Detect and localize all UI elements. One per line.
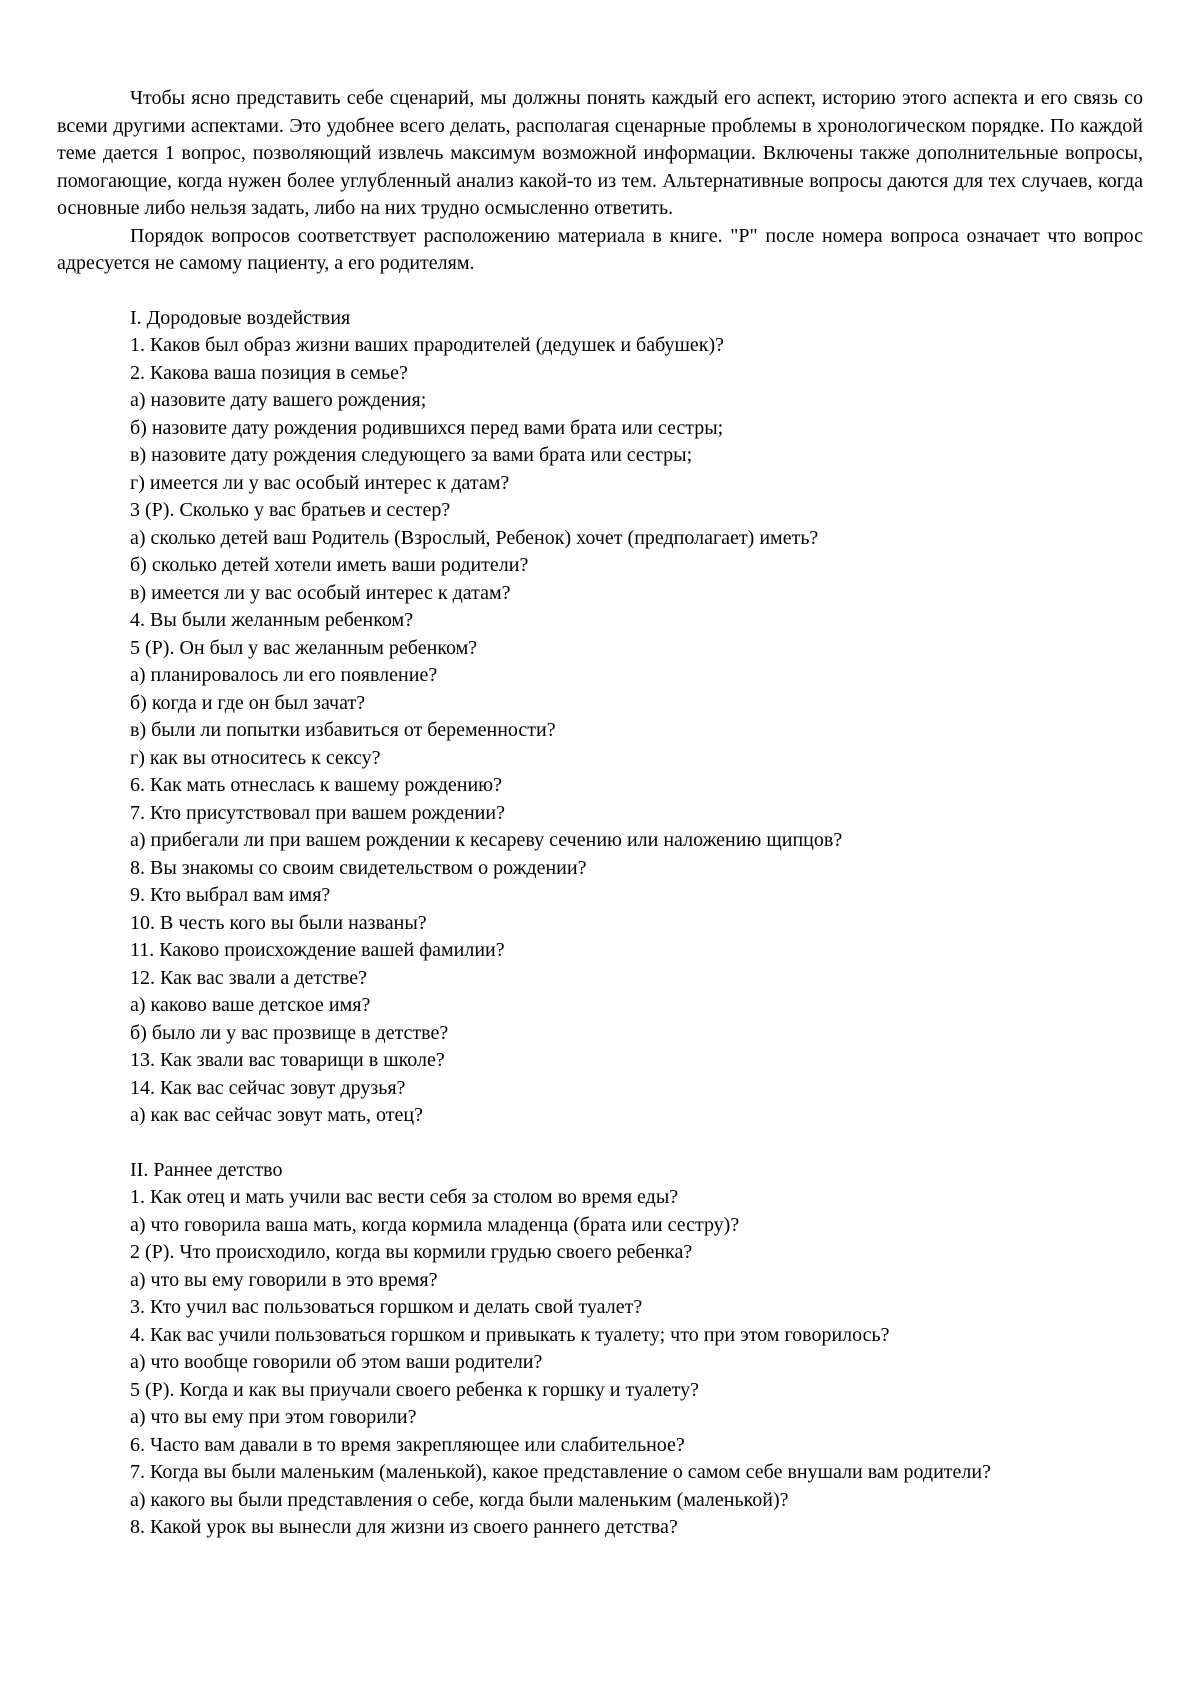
question-item: б) когда и где он был зачат? xyxy=(130,691,366,714)
question-item: 10. В честь кого вы были названы? xyxy=(130,911,427,934)
question-item: 6. Как мать отнеслась к вашему рождению? xyxy=(130,774,503,796)
question-item: 5 (Р). Он был у вас желанным ребенком? xyxy=(130,636,478,659)
question-list xyxy=(57,1487,1143,1542)
question-item: а) что вообще говорили об этом ваши родители? xyxy=(130,1351,543,1373)
question-item: 4. Вы были желанным ребенком? xyxy=(130,609,414,631)
question-item: 8. Какой урок вы вынесли для жизни из своего раннего детства? xyxy=(130,1516,678,1538)
question-item: а) что вы ему говорили в это время? xyxy=(130,1268,438,1291)
question-item: 8. Вы знакомы со своим свидетельством о рождении? xyxy=(130,856,587,879)
question-item: в) назовите дату рождения следующего за вами брата или сестры; xyxy=(130,444,693,466)
intro-paragraph-1: Чтобы ясно представить себе сценарий, мы должны понять каждый его аспект, историю этого аспекта и его связь со всеми другими аспектами. Это удобнее всего делать, располагая сценарные проблемы в хронологическом порядке. По каждой теме дается 1 вопрос, позволяющий извлечь максимум возможной информации. Включены также дополнительные вопросы, помогающие, когда нужен более углубленный анализ какой-то из тем. Альтернативные вопросы даются для тех случаев, когда основные либо нельзя задать, либо на них трудно осмысленно ответить. xyxy=(57,87,1143,219)
question-item: 7. Когда вы были маленьким (маленькой), какое представление о самом себе внушали вам родители? xyxy=(130,1461,991,1483)
question-item: в) были ли попытки избавиться от беременности? xyxy=(130,719,556,741)
question-item: а) каково ваше детское имя? xyxy=(130,994,371,1016)
question-item: а) как вас сейчас зовут мать, отец? xyxy=(130,1104,423,1126)
question-item: 3. Кто учил вас пользоваться горшком и делать свой туалет? xyxy=(130,1296,643,1318)
question-item: а) назовите дату вашего рождения; xyxy=(130,389,427,411)
question-item: 13. Как звали вас товарищи в школе? xyxy=(130,1049,445,1071)
question-item: б) сколько детей хотели иметь ваши родители? xyxy=(130,554,529,576)
question-item: 2 (Р). Что происходило, когда вы кормили грудью своего ребенка? xyxy=(130,1241,693,1263)
intro-paragraph-2: Порядок вопросов соответствует расположению материала в книге. "Р" после номера вопроса означает что вопрос адресуется не самому пациенту, а его родителям. xyxy=(57,224,1143,274)
question-item: а) какого вы были представления о себе, когда были маленьким (маленькой)? xyxy=(130,1488,789,1511)
question-item: г) имеется ли у вас особый интерес к датам? xyxy=(130,471,510,494)
section-title: I. Дородовые воздействия xyxy=(130,306,351,329)
section-title: II. Раннее детство xyxy=(130,1158,283,1181)
question-item: а) планировалось ли его появление? xyxy=(130,664,438,686)
question-item: б) было ли у вас прозвище в детстве? xyxy=(130,1021,449,1044)
question-item: 5 (Р). Когда и как вы приучали своего ребенка к горшку и туалету? xyxy=(130,1378,699,1401)
question-list xyxy=(57,332,1143,1130)
question-list xyxy=(57,1184,1143,1459)
question-item: а) что вы ему при этом говорили? xyxy=(130,1406,417,1428)
question-item: 1. Каков был образ жизни ваших прародителей (дедушек и бабушек)? xyxy=(130,334,725,356)
section-early-childhood xyxy=(57,1157,1143,1542)
question-item: 6. Часто вам давали в то время закрепляющее или слабительное? xyxy=(130,1433,685,1456)
question-item: г) как вы относитесь к сексу? xyxy=(130,746,381,769)
question-item: 7. Кто присутствовал при вашем рождении? xyxy=(130,801,505,824)
question-item: а) что говорила ваша мать, когда кормила младенца (брата или сестру)? xyxy=(130,1213,740,1236)
question-item: в) имеется ли у вас особый интерес к датам? xyxy=(130,581,511,604)
question-item: б) назовите дату рождения родившихся перед вами брата или сестры; xyxy=(130,416,724,439)
question-item: а) сколько детей ваш Родитель (Взрослый, Ребенок) хочет (предполагает) иметь? xyxy=(130,526,819,549)
question-item: 9. Кто выбрал вам имя? xyxy=(130,884,331,906)
question-item: 2. Какова ваша позиция в семье? xyxy=(130,361,408,384)
question-item: 3 (Р). Сколько у вас братьев и сестер? xyxy=(130,499,451,521)
question-item: 1. Как отец и мать учили вас вести себя за столом во время еды? xyxy=(130,1186,679,1208)
question-item: 14. Как вас сейчас зовут друзья? xyxy=(130,1076,406,1099)
question-item: 4. Как вас учили пользоваться горшком и привыкать к туалету; что при этом говорилось? xyxy=(130,1323,890,1346)
section-prenatal xyxy=(57,305,1143,1130)
question-item: 12. Как вас звали а детстве? xyxy=(130,966,368,989)
question-item: а) прибегали ли при вашем рождении к кесареву сечению или наложению щипцов? xyxy=(130,829,843,851)
question-item: 11. Каково происхождение вашей фамилии? xyxy=(130,939,505,961)
